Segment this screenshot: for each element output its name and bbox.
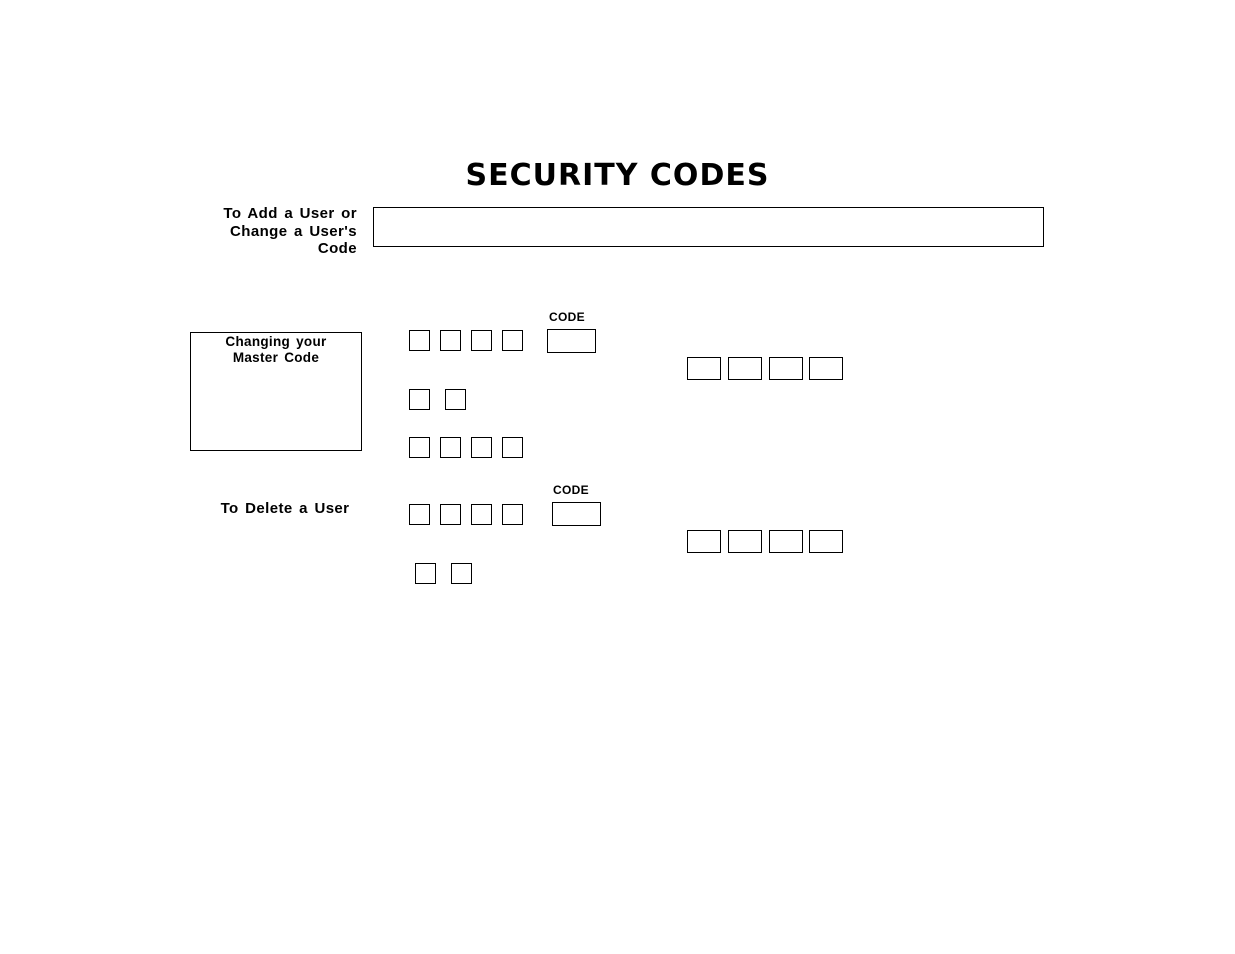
keypad-key [809, 357, 843, 380]
master-code-label [190, 334, 362, 366]
keypad-key [409, 504, 430, 525]
code-entry-box [547, 329, 596, 353]
keypad-key [471, 330, 492, 351]
keypad-key [728, 530, 762, 553]
keypad-key [440, 330, 461, 351]
keypad-key [687, 530, 721, 553]
keypad-key [769, 357, 803, 380]
master-code-label-line2: Master Code [232, 350, 320, 365]
keypad-key [502, 437, 523, 458]
keypad-key [502, 504, 523, 525]
keypad-key [769, 530, 803, 553]
add-user-instruction-box [373, 207, 1044, 247]
keypad-key [409, 437, 430, 458]
code-entry-box [552, 502, 601, 526]
keypad-key [809, 530, 843, 553]
add-user-label-line2: Change a User's [230, 222, 357, 240]
keypad-key [471, 437, 492, 458]
add-user-label-line1: To Add a User or [223, 205, 357, 222]
keypad-key [728, 357, 762, 380]
code-label-delete: CODE [553, 483, 589, 497]
keypad-key [502, 330, 523, 351]
delete-user-label: To Delete a User [220, 500, 350, 517]
keypad-key [451, 563, 472, 584]
add-user-label [200, 205, 357, 258]
keypad-key [471, 504, 492, 525]
keypad-key [409, 389, 430, 410]
master-code-label-line1: Changing your [225, 334, 327, 349]
page-title: SECURITY CODES [465, 158, 770, 193]
code-label-master: CODE [549, 310, 585, 324]
keypad-key [440, 504, 461, 525]
keypad-key [440, 437, 461, 458]
keypad-key [687, 357, 721, 380]
keypad-key [409, 330, 430, 351]
keypad-key [445, 389, 466, 410]
keypad-key [415, 563, 436, 584]
add-user-label-line3: Code [317, 240, 357, 257]
